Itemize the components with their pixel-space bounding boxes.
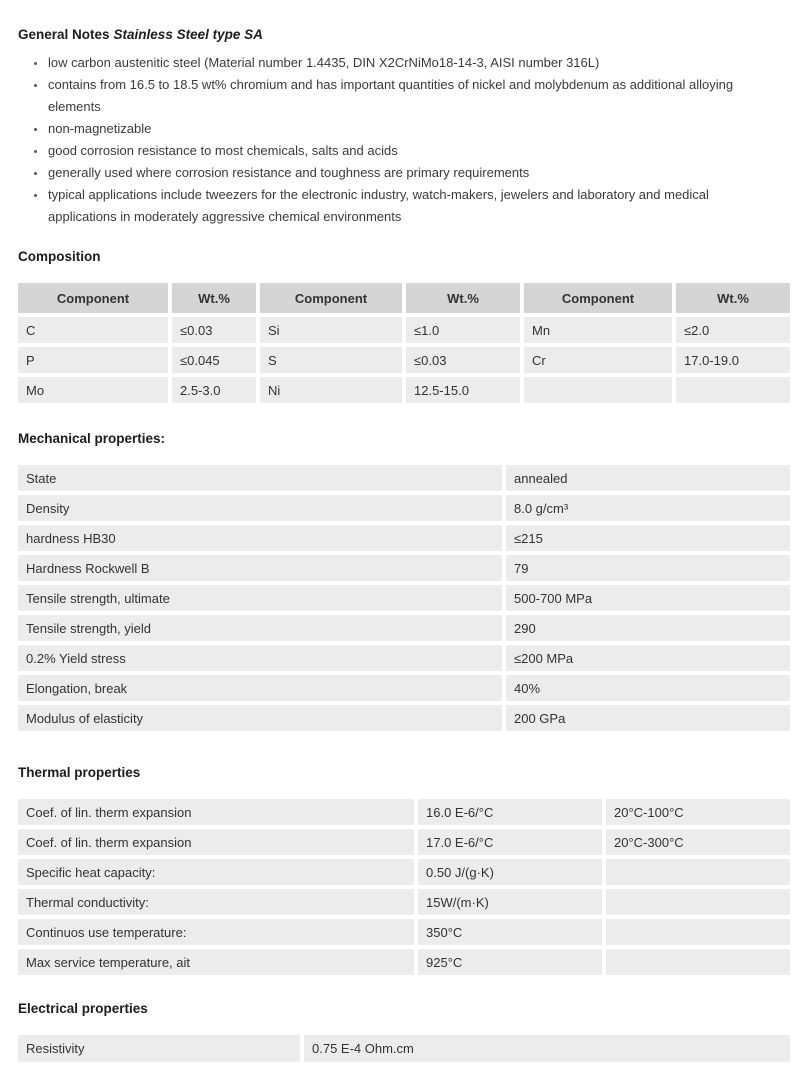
property-condition: 20°C-100°C [606, 799, 790, 825]
property-value: 0.75 E-4 Ohm.cm [304, 1035, 790, 1062]
column-header: Component [18, 283, 168, 313]
table-cell [524, 377, 672, 403]
page-title [18, 27, 790, 43]
list-item: typical applications include tweezers for the electronic industry, watch-makers, jewelers and laboratory and medical applications in moderately aggressive chemical environments [18, 184, 780, 228]
property-value: ≤200 MPa [506, 645, 790, 671]
property-condition [606, 919, 790, 945]
electrical-heading: Electrical properties [18, 1001, 148, 1016]
property-condition [606, 859, 790, 885]
property-value: 79 [506, 555, 790, 581]
thermal-heading: Thermal properties [18, 765, 141, 780]
column-header: Wt.% [406, 283, 520, 313]
property-value: annealed [506, 465, 790, 491]
property-value: 17.0 E-6/°C [418, 829, 602, 855]
property-value: 0.50 J/(g·K) [418, 859, 602, 885]
composition-heading: Composition [18, 249, 101, 264]
electrical-table [18, 1035, 790, 1062]
property-value: 8.0 g/cm³ [506, 495, 790, 521]
property-condition [606, 949, 790, 975]
property-value: 925°C [418, 949, 602, 975]
composition-table [18, 283, 790, 403]
mechanical-table [18, 465, 790, 731]
property-label: Continuos use temperature: [18, 919, 414, 945]
table-cell: 17.0-19.0 [676, 347, 790, 373]
table-cell: Mo [18, 377, 168, 403]
property-label: Tensile strength, ultimate [18, 585, 502, 611]
table-cell: Si [260, 317, 402, 343]
property-condition: 20°C-300°C [606, 829, 790, 855]
list-item: non-magnetizable [18, 118, 780, 140]
property-label: Tensile strength, yield [18, 615, 502, 641]
property-label: 0.2% Yield stress [18, 645, 502, 671]
page-title-main: General Notes [18, 27, 110, 42]
property-value: 290 [506, 615, 790, 641]
list-item: low carbon austenitic steel (Material number 1.4435, DIN X2CrNiMo18-14-3, AISI number 316L) [18, 52, 780, 74]
property-condition [606, 889, 790, 915]
table-cell: Cr [524, 347, 672, 373]
table-cell: ≤2.0 [676, 317, 790, 343]
list-item: contains from 16.5 to 18.5 wt% chromium and has important quantities of nickel and molybdenum as additional alloying elements [18, 74, 780, 118]
table-cell: ≤0.03 [406, 347, 520, 373]
column-header: Wt.% [676, 283, 790, 313]
property-label: Coef. of lin. therm expansion [18, 799, 414, 825]
property-value: 15W/(m·K) [418, 889, 602, 915]
table-cell: Mn [524, 317, 672, 343]
table-cell: ≤0.03 [172, 317, 256, 343]
list-item: generally used where corrosion resistance and toughness are primary requirements [18, 162, 780, 184]
column-header: Wt.% [172, 283, 256, 313]
property-label: Density [18, 495, 502, 521]
table-cell: 2.5-3.0 [172, 377, 256, 403]
thermal-table [18, 799, 790, 975]
table-cell: ≤0.045 [172, 347, 256, 373]
property-value: 40% [506, 675, 790, 701]
property-label: Modulus of elasticity [18, 705, 502, 731]
property-label: hardness HB30 [18, 525, 502, 551]
table-cell: 12.5-15.0 [406, 377, 520, 403]
property-label: Resistivity [18, 1035, 300, 1062]
column-header: Component [260, 283, 402, 313]
property-value: 500-700 MPa [506, 585, 790, 611]
property-label: Elongation, break [18, 675, 502, 701]
table-cell: S [260, 347, 402, 373]
list-item: good corrosion resistance to most chemicals, salts and acids [18, 140, 780, 162]
table-cell: ≤1.0 [406, 317, 520, 343]
property-value: 200 GPa [506, 705, 790, 731]
property-value: 350°C [418, 919, 602, 945]
mechanical-heading: Mechanical properties: [18, 431, 166, 446]
property-label: Coef. of lin. therm expansion [18, 829, 414, 855]
property-label: Max service temperature, ait [18, 949, 414, 975]
table-cell: C [18, 317, 168, 343]
property-value: ≤215 [506, 525, 790, 551]
property-value: 16.0 E-6/°C [418, 799, 602, 825]
property-label: Specific heat capacity: [18, 859, 414, 885]
table-cell [676, 377, 790, 403]
property-label: Hardness Rockwell B [18, 555, 502, 581]
property-label: Thermal conductivity: [18, 889, 414, 915]
page-title-material: Stainless Steel type SA [113, 27, 263, 42]
column-header: Component [524, 283, 672, 313]
table-cell: P [18, 347, 168, 373]
general-notes-list [18, 52, 790, 228]
property-label: State [18, 465, 502, 491]
table-cell: Ni [260, 377, 402, 403]
